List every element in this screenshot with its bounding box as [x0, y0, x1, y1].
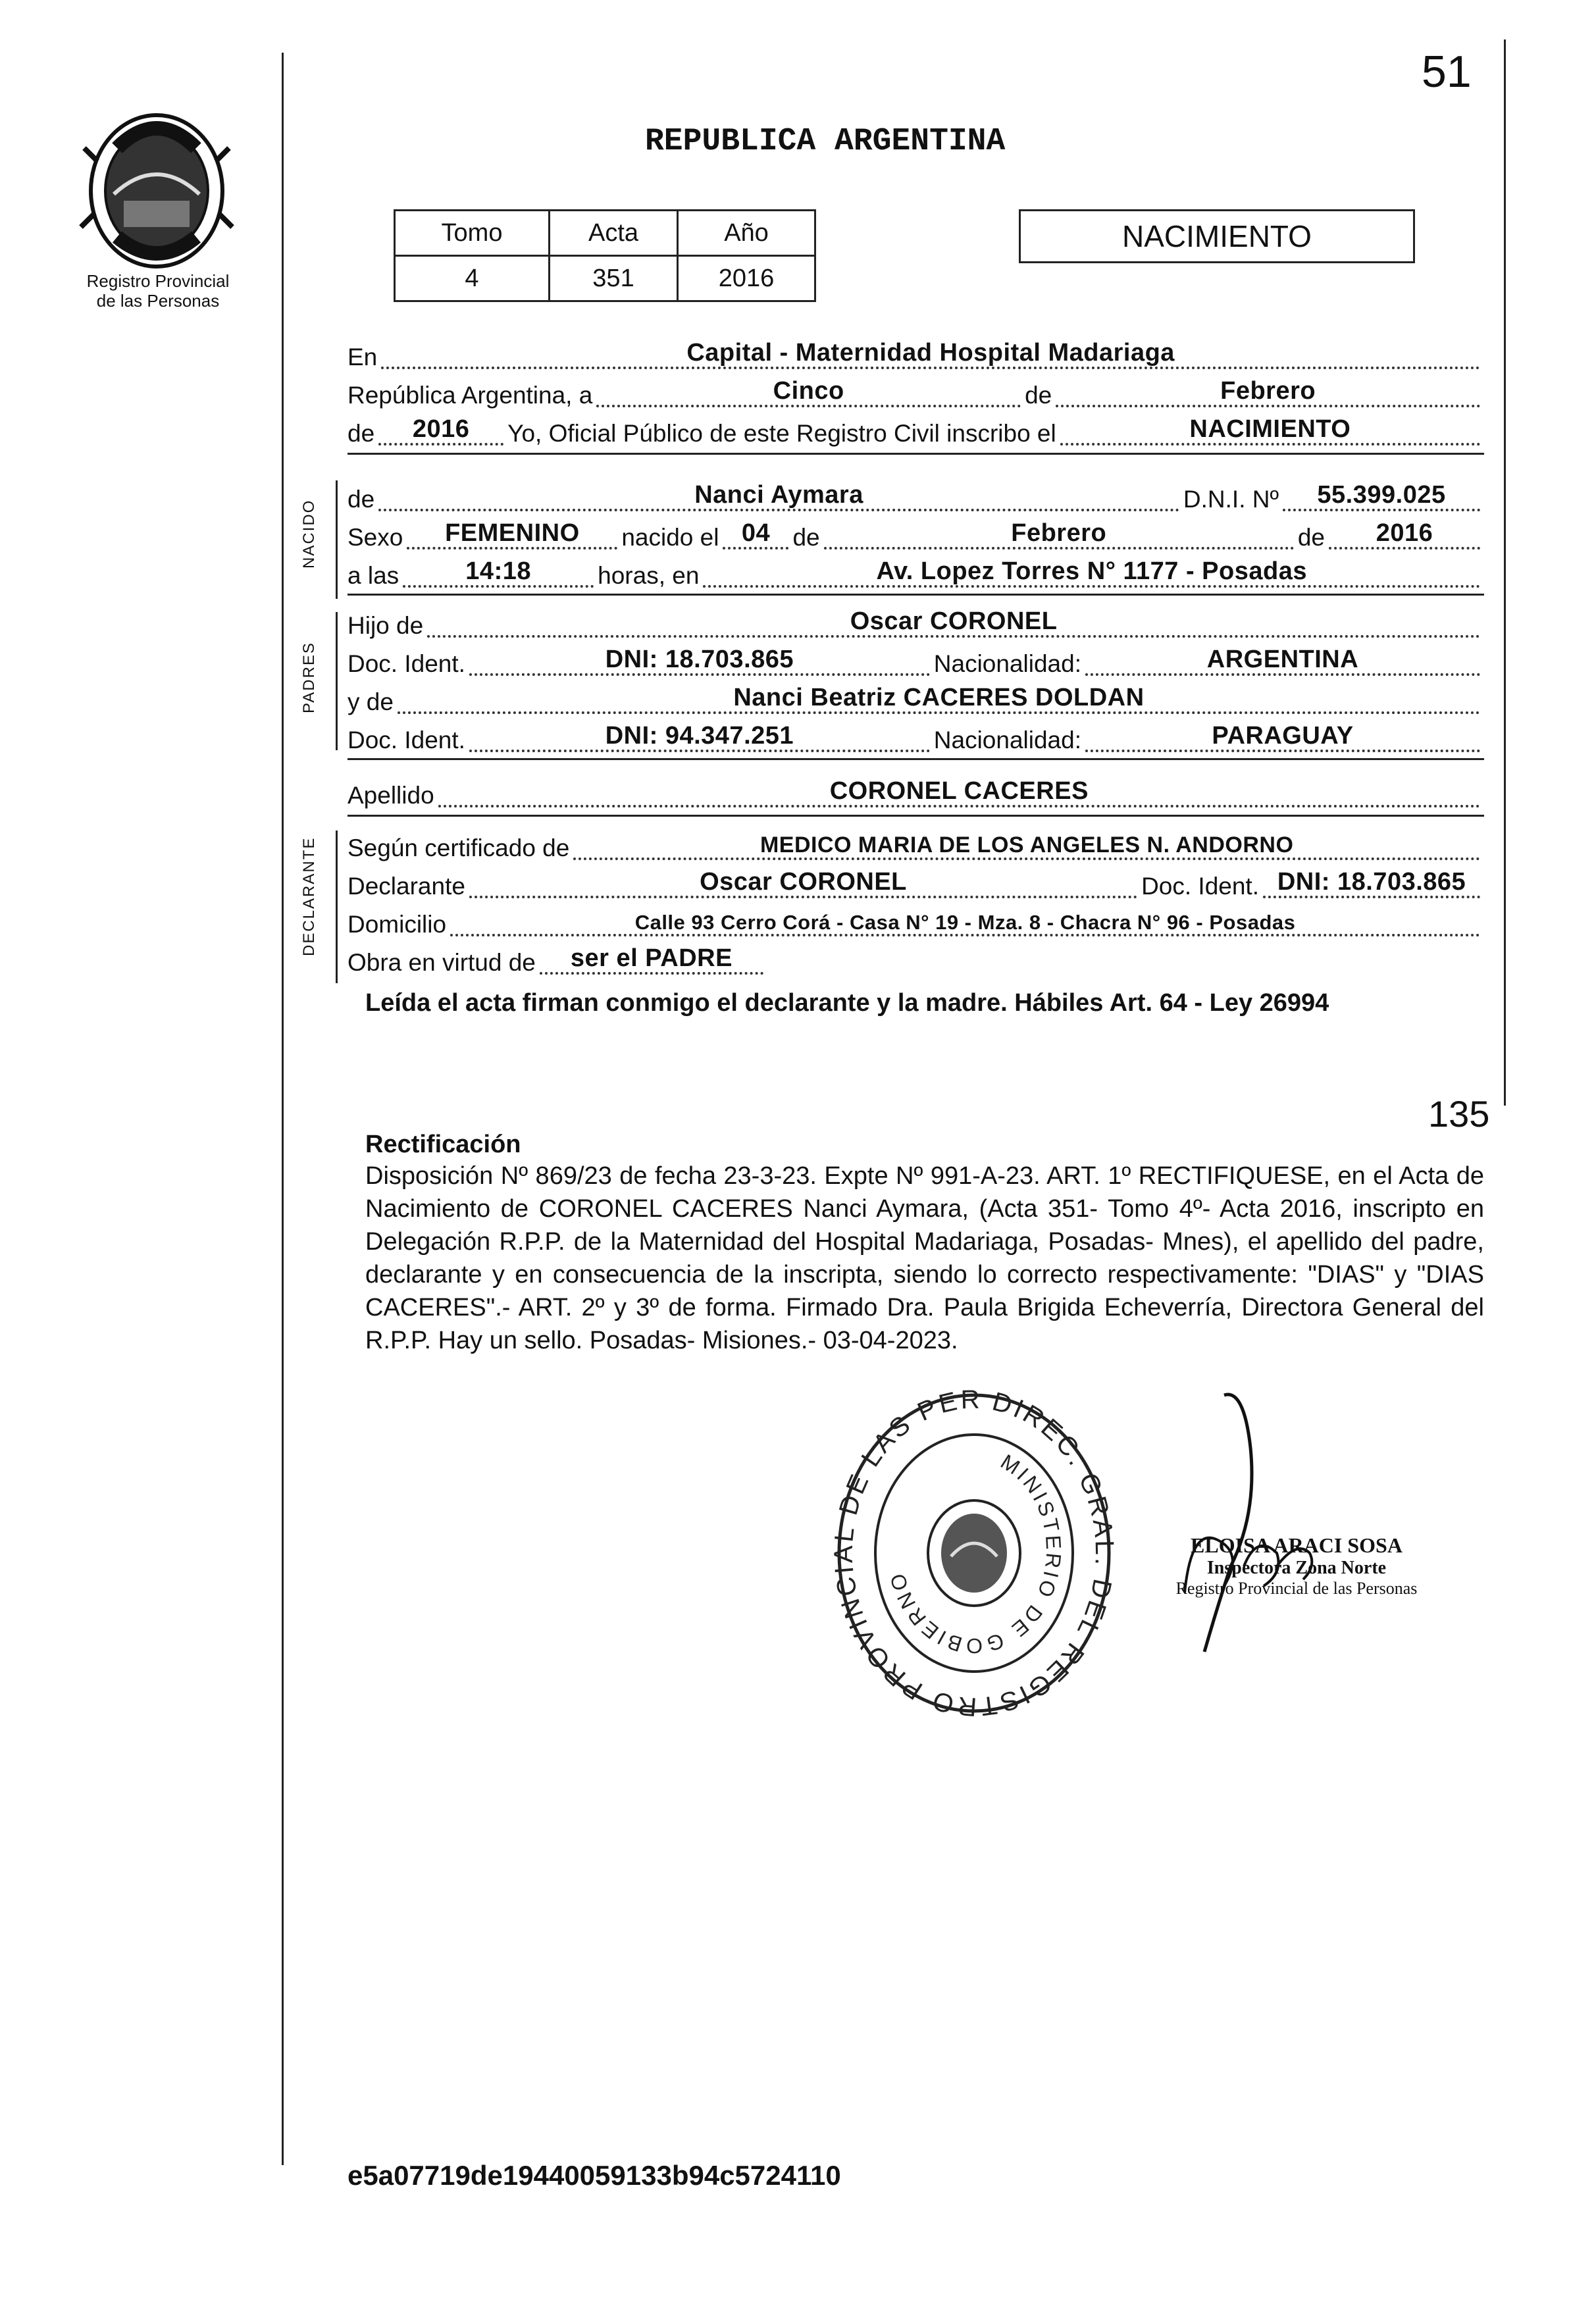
value-dni: 55.399.025	[1317, 481, 1446, 509]
registry-line1: Registro Provincial	[86, 271, 230, 291]
rectification-title: Rectificación	[365, 1131, 521, 1158]
label-segun: Según certificado de	[348, 834, 570, 861]
label-nacionalidad: Nacionalidad:	[933, 650, 1081, 677]
record-type-box: NACIMIENTO	[1019, 209, 1415, 263]
value-certificado: MEDICO MARIA DE LOS ANGELES N. ANDORNO	[759, 832, 1294, 857]
value-nombre: Nanci Aymara	[694, 481, 863, 509]
section-padres: PADRES	[300, 642, 318, 713]
signature-scribble-icon	[1145, 1369, 1343, 1672]
row-sexo	[348, 515, 1484, 554]
closing-statement: Leída el acta firman conmigo el declarante y la madre. Hábiles Art. 64 - Ley 26994	[365, 989, 1329, 1017]
value-padre: Oscar CORONEL	[850, 607, 1058, 635]
value-anio-nac: 2016	[1376, 519, 1433, 547]
label-republica: República Argentina, a	[348, 382, 593, 409]
tomo-value: 4	[395, 256, 550, 301]
value-acto: NACIMIENTO	[1189, 415, 1351, 443]
label-dni: D.N.I. Nº	[1183, 486, 1279, 513]
declarante-bar	[336, 831, 338, 983]
label-doc-ident-3: Doc. Ident.	[1141, 873, 1259, 900]
shield-emblem-icon	[78, 109, 236, 273]
label-obra: Obra en virtud de	[348, 949, 536, 976]
label-doc-ident-2: Doc. Ident.	[348, 727, 465, 754]
label-y-de: y de	[348, 688, 394, 715]
label-a-las: a las	[348, 562, 399, 589]
value-sexo: FEMENINO	[445, 519, 580, 547]
label-yo: Yo, Oficial Público de este Registro Civil inscribo el	[507, 420, 1056, 447]
label-de5: de	[1297, 524, 1325, 551]
country-heading: REPUBLICA ARGENTINA	[645, 124, 1006, 159]
value-declarante-doc: DNI: 18.703.865	[1277, 868, 1466, 896]
label-nacionalidad-2: Nacionalidad:	[933, 727, 1081, 754]
label-en: En	[348, 344, 378, 371]
left-margin-line	[282, 53, 284, 2165]
row-apellido	[348, 773, 1484, 812]
label-de4: de	[792, 524, 820, 551]
rectification-number: 135	[1428, 1093, 1490, 1135]
label-apellido: Apellido	[348, 782, 434, 809]
label-de: de	[1025, 382, 1052, 409]
section-nacido: NACIDO	[300, 499, 318, 569]
value-padre-doc: DNI: 18.703.865	[605, 646, 794, 673]
label-doc-ident: Doc. Ident.	[348, 650, 465, 677]
anio-value: 2016	[678, 256, 815, 301]
value-anio: 2016	[412, 415, 470, 443]
signatory-role: Inspectora Zona Norte	[1206, 1558, 1387, 1578]
value-mes-nac: Febrero	[1011, 519, 1107, 547]
label-horas-en: horas, en	[598, 562, 700, 589]
value-declarante: Oscar CORONEL	[700, 868, 907, 896]
registry-name	[53, 271, 263, 311]
row-padre-doc	[348, 641, 1484, 680]
value-madre: Nanci Beatriz CACERES DOLDAN	[733, 684, 1145, 711]
row-certificado	[348, 825, 1484, 865]
label-hijo-de: Hijo de	[348, 612, 424, 639]
row-obra	[348, 940, 1484, 979]
right-margin-line	[1504, 39, 1506, 1106]
acta-value: 351	[550, 256, 678, 301]
rectification-text: Disposición Nº 869/23 de fecha 23-3-23. Expte Nº 991-A-23. ART. 1º RECTIFIQUESE, en el Acta de Nacimiento de CORONEL CACERES Nanci Aymara, (Acta 351- Tomo 4º- Acta 2016, inscripto en Delegación R.P.P. de la Maternidad del Hospital Madariaga, Posadas- Mnes), el apellido del padre, declarante y en consecuencia de la inscripta, siendo lo correcto respectivamente: "DIAS" y "DIAS CACERES".- ART. 2º y 3º de forma. Firmado Dra. Paula Brigida Echeverría, Directora General del R.P.P. Hay un sello. Posadas- Misiones.- 03-04-2023.	[365, 1162, 1484, 1354]
handwritten-signature	[1145, 1369, 1343, 1672]
label-nacido-el: nacido el	[621, 524, 719, 551]
value-mes: Febrero	[1220, 377, 1316, 405]
value-dia-nac: 04	[741, 519, 771, 547]
value-obra: ser el PADRE	[570, 944, 733, 972]
value-lugar: Capital - Maternidad Hospital Madariaga	[686, 339, 1175, 367]
label-sexo: Sexo	[348, 524, 403, 551]
anio-label: Año	[678, 211, 815, 256]
registry-line2: de las Personas	[96, 291, 220, 311]
label-declarante: Declarante	[348, 873, 465, 900]
row-padre	[348, 603, 1484, 642]
row-hora	[348, 553, 1484, 592]
nacido-bar	[336, 480, 338, 599]
row-madre-doc	[348, 717, 1484, 757]
acta-label: Acta	[550, 211, 678, 256]
value-hora: 14:18	[465, 557, 531, 585]
label-de2: de	[348, 420, 375, 447]
separator-4	[348, 815, 1484, 817]
registry-logo	[78, 109, 236, 273]
signatory-office: Registro Provincial de las Personas	[1175, 1579, 1418, 1598]
stamp-ring-text: DIREC. GRAL. DEL REGISTRO PROVINCIAL DE LAS PER	[829, 1385, 1119, 1722]
row-declarante	[348, 863, 1484, 903]
row-domicilio	[348, 902, 1484, 941]
tomo-label: Tomo	[395, 211, 550, 256]
value-madre-doc: DNI: 94.347.251	[605, 722, 794, 750]
value-dia: Cinco	[773, 377, 844, 405]
register-table	[394, 209, 816, 302]
row-madre	[348, 679, 1484, 719]
signatory-block	[1158, 1533, 1435, 1599]
row-nombre	[348, 476, 1484, 516]
page-number: 51	[1422, 47, 1472, 97]
label-de3: de	[348, 486, 375, 513]
stamp-inner-text: MINISTERIO DE GOBIERNO	[885, 1449, 1066, 1658]
separator-1	[348, 453, 1484, 455]
section-declarante: DECLARANTE	[300, 836, 318, 956]
row-fecha	[348, 372, 1484, 412]
separator-2	[348, 594, 1484, 596]
value-direccion-nac: Av. Lopez Torres N° 1177 - Posadas	[876, 557, 1307, 585]
official-stamp	[829, 1382, 1119, 1724]
stamp-seal-icon	[829, 1382, 1119, 1724]
document-hash: e5a07719de19440059133b94c5724110	[348, 2160, 841, 2191]
row-inscripcion	[348, 411, 1484, 450]
signatory-name: ELOISA ARACI SOSA	[1191, 1533, 1403, 1557]
value-madre-nac: PARAGUAY	[1212, 722, 1354, 750]
separator-3	[348, 758, 1484, 760]
label-domicilio: Domicilio	[348, 911, 447, 938]
row-lugar	[348, 334, 1484, 374]
padres-bar	[336, 612, 338, 750]
value-padre-nac: ARGENTINA	[1206, 646, 1359, 673]
value-apellido: CORONEL CACERES	[829, 777, 1089, 805]
value-domicilio: Calle 93 Cerro Corá - Casa N° 19 - Mza. 8 - Chacra N° 96 - Posadas	[634, 911, 1296, 934]
